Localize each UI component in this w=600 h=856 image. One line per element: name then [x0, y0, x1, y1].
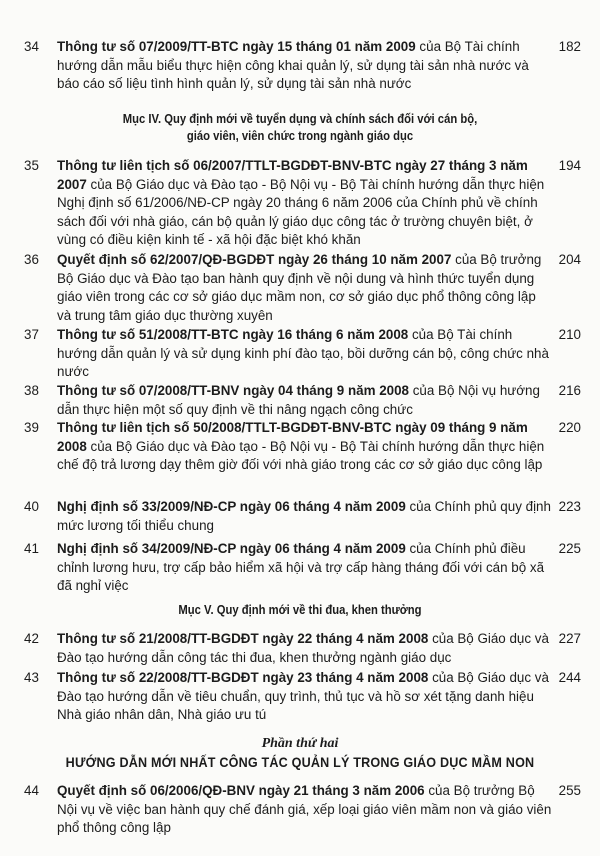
- entry-page-number: 244: [558, 670, 581, 685]
- entry-title: Thông tư số 22/2008/TT-BGDĐT ngày 23 tháng 4 năm 2008: [57, 670, 429, 685]
- entry-page-number: 210: [558, 327, 581, 342]
- section-heading-line: Mục IV. Quy định mới về tuyển dụng và chính sách đối với cán bộ,: [122, 112, 478, 126]
- entry-page-number: 255: [558, 783, 581, 798]
- entry-description: của Bộ Giáo dục và Đào tạo hướng dẫn công tác thi đua, khen thưởng ngành giáo dục: [57, 631, 549, 665]
- entry-number: 42: [24, 631, 39, 646]
- entry-number: 41: [24, 541, 39, 556]
- entry-text: [57, 326, 553, 382]
- entry-title: Quyết định số 62/2007/QĐ-BGDĐT ngày 26 tháng 10 năm 2007: [57, 252, 452, 267]
- entry-description: của Bộ trưởng Bộ Giáo dục và Đào tạo ban hành quy định về nội dung và hình thức tuyển dụng giáo viên trong các cơ sở giáo dục mầm non, cơ sở giáo dục phổ thông công lập và trung tâm giáo dục thường xuyên: [57, 252, 542, 323]
- section-heading-line: Mục V. Quy định mới về thi đua, khen thưởng: [178, 603, 422, 617]
- entry-text: [57, 540, 553, 596]
- entry-page-number: 225: [558, 541, 581, 556]
- section-heading-muc-iv: [30, 111, 570, 145]
- entry-text: [57, 251, 553, 325]
- entry-text: [57, 38, 553, 94]
- entry-title: Thông tư liên tịch số 50/2008/TTLT-BGDĐT-BNV-BTC ngày 09 tháng 9 năm 2008: [57, 420, 528, 454]
- entry-text: [57, 157, 553, 250]
- entry-number: 39: [24, 420, 39, 435]
- entry-text: [57, 630, 553, 667]
- entry-title: Thông tư số 07/2009/TT-BTC ngày 15 tháng 01 năm 2009: [57, 39, 416, 54]
- entry-number: 36: [24, 252, 39, 267]
- part-title: HƯỚNG DẪN MỚI NHẤT CÔNG TÁC QUẢN LÝ TRONG GIÁO DỤC MẦM NON: [65, 754, 535, 770]
- entry-title: Thông tư liên tịch số 06/2007/TTLT-BGDĐT-BNV-BTC ngày 27 tháng 3 năm 2007: [57, 158, 528, 192]
- entry-description: của Bộ Giáo dục và Đào tạo hướng dẫn về tiêu chuẩn, quy trình, thủ tục và hồ sơ xét tặng danh hiệu Nhà giáo nhân dân, Nhà giáo ưu tú: [57, 670, 549, 722]
- entry-text: [57, 669, 553, 725]
- entry-description: của Bộ Giáo dục và Đào tạo - Bộ Nội vụ - Bộ Tài chính hướng dẫn thực hiện chế độ trả lương dạy thêm giờ đối với nhà giáo trong các cơ sở giáo dục công lập: [57, 438, 545, 472]
- entry-text: [57, 782, 553, 838]
- entry-page-number: 204: [558, 252, 581, 267]
- entry-text: [57, 498, 553, 535]
- section-heading-muc-v: [30, 602, 570, 619]
- entry-page-number: 223: [558, 499, 581, 514]
- entry-title: Quyết định số 06/2006/QĐ-BNV ngày 21 tháng 3 năm 2006: [57, 783, 425, 798]
- entry-number: 38: [24, 383, 39, 398]
- entry-number: 43: [24, 670, 39, 685]
- entry-description: của Bộ trưởng Bộ Nội vụ về việc ban hành quy chế đánh giá, xếp loại giáo viên mầm non và giáo viên phổ thông công lập: [57, 783, 552, 835]
- entry-description: của Chính phủ quy định mức lương tối thiểu chung: [57, 499, 551, 533]
- part-label: Phần thứ hai: [261, 736, 339, 751]
- entry-description: của Bộ Nội vụ hướng dẫn thực hiện một số quy định về thi nâng ngạch công chức: [57, 383, 540, 417]
- entry-number: 35: [24, 158, 39, 173]
- entry-description: của Chính phủ điều chỉnh lương hưu, trợ cấp bảo hiểm xã hội và trợ cấp hàng tháng đối với cán bộ xã đã nghỉ việc: [57, 541, 545, 593]
- entry-page-number: 220: [558, 420, 581, 435]
- entry-page-number: 194: [558, 158, 581, 173]
- entry-number: 34: [24, 39, 39, 54]
- entry-page-number: 227: [558, 631, 581, 646]
- entry-description: của Bộ Tài chính hướng dẫn quản lý và sử dụng kinh phí đào tạo, bồi dưỡng cán bộ, công chức nhà nước: [57, 327, 549, 379]
- entry-title: Thông tư số 07/2008/TT-BNV ngày 04 tháng 9 năm 2008: [57, 383, 410, 398]
- entry-text: [57, 382, 553, 419]
- entry-page-number: 182: [558, 39, 581, 54]
- entry-number: 44: [24, 783, 39, 798]
- entry-page-number: 216: [558, 383, 581, 398]
- entry-number: 37: [24, 327, 39, 342]
- entry-title: Thông tư số 21/2008/TT-BGDĐT ngày 22 tháng 4 năm 2008: [57, 631, 429, 646]
- entry-description: của Bộ Tài chính hướng dẫn mẫu biểu thực hiện công khai quản lý, sử dụng tài sản nhà nước và báo cáo số liệu tình hình quản lý, sử dụng tài sản nhà nước: [57, 39, 529, 91]
- entry-title: Nghị định số 34/2009/NĐ-CP ngày 06 tháng 4 năm 2009: [57, 541, 406, 556]
- entry-title: Thông tư số 51/2008/TT-BTC ngày 16 tháng 6 năm 2008: [57, 327, 409, 342]
- entry-title: Nghị định số 33/2009/NĐ-CP ngày 06 tháng 4 năm 2009: [57, 499, 406, 514]
- entry-number: 40: [24, 499, 39, 514]
- entry-text: [57, 419, 553, 475]
- entry-description: của Bộ Giáo dục và Đào tạo - Bộ Nội vụ - Bộ Tài chính hướng dẫn thực hiện Nghị định số 61/2006/NĐ-CP ngày 20 tháng 6 năm 2006 của Chính phủ về chính sách đối với nhà giáo, cán bộ quản lý giáo dục công tác ở trường chuyên biệt, ở vùng có điều kiện kinh tế - xã hội đặc biệt khó khăn: [57, 176, 545, 247]
- section-heading-line: giáo viên, viên chức trong ngành giáo dục: [186, 129, 414, 143]
